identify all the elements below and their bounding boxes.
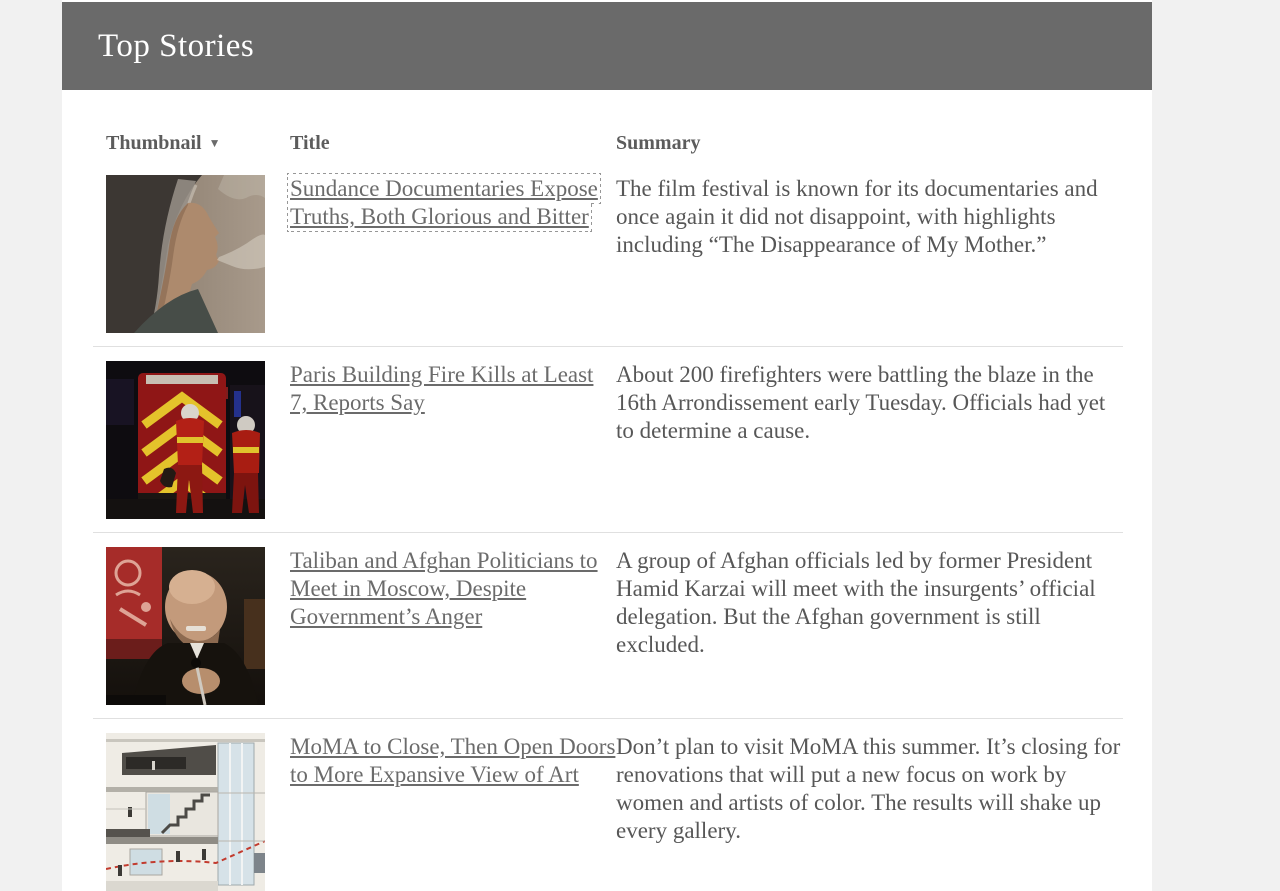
table-row — [93, 532, 1123, 718]
column-header-title-label: Title — [290, 132, 330, 154]
afghan-president-illustration — [106, 547, 265, 705]
story-thumbnail-paris-fire[interactable] — [106, 361, 265, 519]
panel-header — [62, 2, 1152, 90]
story-summary: Don’t plan to visit MoMA this summer. It’s closing for renovations that will put a new focus on work by women and artists of color. The results will shake up every gallery. — [616, 734, 1121, 843]
sort-descending-icon[interactable]: ▼ — [208, 136, 221, 150]
story-title-link[interactable]: Sundance Documentaries Expose Truths, Both Glorious and Bitter — [290, 176, 598, 229]
column-header-summary-label: Summary — [616, 132, 701, 154]
story-thumbnail-smoking-portrait[interactable] — [106, 175, 265, 333]
story-title-link[interactable]: MoMA to Close, Then Open Doors to More Expansive View of Art — [290, 734, 616, 787]
story-summary: The film festival is known for its documentaries and once again it did not disappoint, with highlights including “The Disappearance of My Mother.” — [616, 176, 1098, 257]
page-title: Top Stories — [98, 27, 255, 64]
table-row — [93, 161, 1123, 346]
story-title-link[interactable]: Paris Building Fire Kills at Least 7, Reports Say — [290, 362, 594, 415]
table-header-row — [93, 90, 1123, 161]
story-title-link[interactable]: Taliban and Afghan Politicians to Meet in Moscow, Despite Government’s Anger — [290, 548, 598, 629]
moma-rendering-illustration — [106, 733, 265, 891]
story-thumbnail-afghan-president[interactable] — [106, 547, 265, 705]
table-row — [93, 346, 1123, 532]
paris-fire-illustration — [106, 361, 265, 519]
column-header-thumbnail[interactable] — [106, 133, 290, 153]
column-header-title[interactable] — [290, 133, 616, 153]
story-thumbnail-moma-rendering[interactable] — [106, 733, 265, 891]
table-row — [93, 718, 1123, 891]
top-stories-panel — [62, 0, 1152, 891]
story-summary: About 200 firefighters were battling the blaze in the 16th Arrondissement early Tuesday. Officials had yet to determine a cause. — [616, 362, 1106, 443]
column-header-summary[interactable] — [616, 133, 1123, 153]
column-header-thumbnail-label: Thumbnail — [106, 132, 202, 154]
smoking-portrait-illustration — [106, 175, 265, 333]
stories-table — [62, 90, 1152, 891]
story-summary: A group of Afghan officials led by former President Hamid Karzai will meet with the insurgents’ official delegation. But the Afghan government is still excluded. — [616, 548, 1096, 657]
